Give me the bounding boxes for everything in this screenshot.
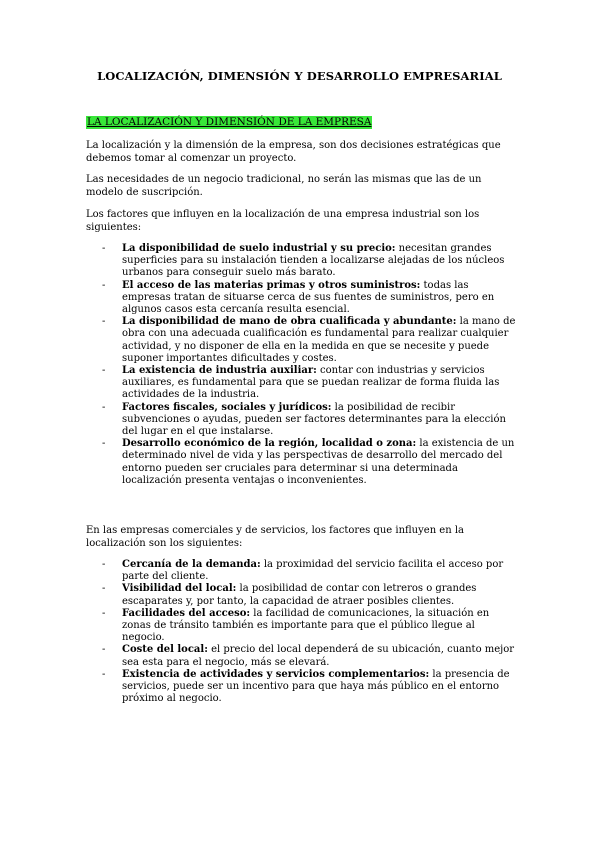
bullet-dash: - (102, 401, 106, 413)
list-item (86, 316, 516, 365)
factor-text: todas las empresas tratan de situarse cerca de sus fuentes de suministros, pero en algunos casos esta cercanía resulta esencial. (122, 279, 495, 316)
factor-term: La existencia de industria auxiliar: (122, 365, 317, 377)
factor-text: la existencia de un determinado nivel de vida y las perspectivas de desarrollo del mercado del entorno pueden ser cruciales para determinar si una determinada localización presenta ventajas o inconvenientes. (122, 438, 515, 486)
factor-term: La disponibilidad de suelo industrial y su precio: (122, 243, 396, 254)
bullet-dash: - (102, 607, 106, 619)
list-item (86, 608, 516, 645)
factor-term: Cercanía de la demanda: (122, 559, 261, 570)
factor-text: la mano de obra con una adecuada cualificación es fundamental para realizar cualquier actividad, y no disponer de ella en la medida en que se necesite y puede suponer importantes dificultades y costes. (122, 316, 516, 364)
bullet-dash: - (102, 279, 106, 291)
industrial-factors-list (86, 243, 516, 487)
list-item (86, 559, 516, 583)
paragraph-industrial-intro: Los factores que influyen en la localización de una empresa industrial son los siguientes: (86, 209, 480, 233)
factor-text: la posibilidad de contar con letreros o grandes escaparates y, por tanto, la capacidad de atraer posibles clientes. (122, 583, 477, 607)
list-item (86, 583, 516, 607)
factor-text: contar con industrias y servicios auxiliares, es fundamental para que se puedan realizar de forma fluida las actividades de la industria. (122, 365, 500, 401)
bullet-dash: - (102, 583, 106, 595)
factor-term: Factores fiscales, sociales y jurídicos: (122, 401, 332, 413)
list-item (86, 669, 516, 706)
list-item (86, 644, 516, 668)
bullet-dash: - (102, 644, 106, 656)
paragraph-commercial-intro: En las empresas comerciales y de servicios, los factores que influyen en la localización son los siguientes: (86, 525, 465, 549)
factor-text: necesitan grandes superficies para su instalación tienden a localizarse alejadas de los núcleos urbanos para conseguir suelo más barato. (122, 243, 505, 279)
list-item (86, 243, 516, 280)
factor-term: La disponibilidad de mano de obra cualificada y abundante: (122, 316, 457, 328)
factor-text: el precio del local dependerá de su ubicación, cuanto mejor sea esta para el negocio, más se elevará. (122, 644, 515, 668)
factor-term: Coste del local: (122, 644, 208, 656)
paragraph-needs: Las necesidades de un negocio tradicional, no serán las mismas que las de un modelo de suscripción. (86, 174, 482, 198)
factor-term: Existencia de actividades y servicios complementarios: (122, 668, 430, 680)
section-heading: LA LOCALIZACIÓN Y DIMENSIÓN DE LA EMPRESA (87, 116, 372, 128)
list-item (86, 365, 516, 402)
bullet-dash: - (102, 365, 106, 377)
factor-term: Visibilidad del local: (122, 583, 237, 595)
list-item (86, 402, 516, 439)
list-item (86, 438, 516, 487)
bullet-dash: - (102, 243, 106, 254)
factor-term: Facilidades del acceso: (122, 607, 251, 619)
factor-text: la presencia de servicios, puede ser un incentivo para que haya más público en el entorno próximo al negocio. (122, 668, 510, 705)
factor-text: la proximidad del servicio facilita el acceso por parte del cliente. (122, 559, 504, 583)
factor-text: la posibilidad de recibir subvenciones o ayudas, pueden ser factores determinantes para la elección del lugar en el que instalarse. (122, 401, 506, 438)
factor-term: El acceso de las materias primas y otros suministros: (122, 279, 421, 291)
commercial-factors-list (86, 559, 516, 705)
list-item (86, 280, 516, 317)
bullet-dash: - (102, 559, 106, 570)
factor-text: la facilidad de comunicaciones, la situación en zonas de tránsito también es importante para que el público llegue al negocio. (122, 607, 490, 644)
factor-term: Desarrollo económico de la región, localidad o zona: (122, 438, 417, 450)
bullet-dash: - (102, 438, 106, 450)
paragraph-intro: La localización y la dimensión de la empresa, son dos decisiones estratégicas que debemos tomar al comenzar un proyecto. (86, 140, 501, 164)
bullet-dash: - (102, 668, 106, 680)
bullet-dash: - (102, 316, 106, 328)
document-title: LOCALIZACIÓN, DIMENSIÓN Y DESARROLLO EMPRESARIAL (97, 69, 502, 83)
